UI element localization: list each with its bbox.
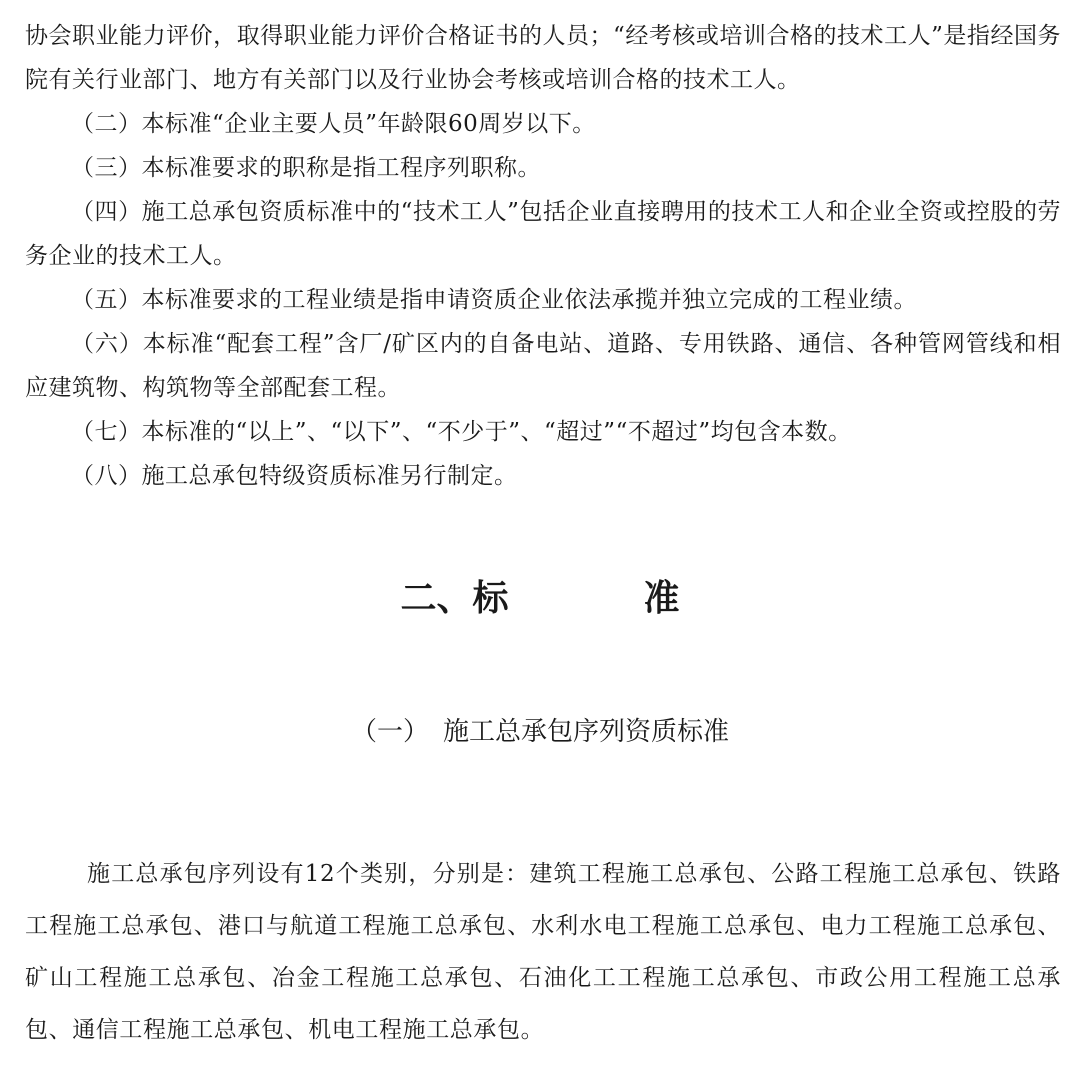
note-item: （七）本标准的“以上”、“以下”、“不少于”、“超过”“不超过”均包含本数。: [71, 419, 852, 445]
subsection-number: （一）: [350, 717, 429, 747]
section-title-part2: 准: [643, 578, 680, 619]
note-item: （五）本标准要求的工程业绩是指申请资质企业依法承揽并独立完成的工程业绩。: [71, 287, 917, 313]
note-item: （六）本标准“配套工程”含厂/矿区内的自备电站、道路、专用铁路、通信、各种管网管线和相应建筑物、构筑物等全部配套工程。: [25, 331, 1061, 401]
continuation-paragraph: 协会职业能力评价，取得职业能力评价合格证书的人员；“经考核或培训合格的技术工人”是指经国务院有关行业部门、地方有关部门以及行业协会考核或培训合格的技术工人。: [25, 23, 1061, 93]
body-paragraph: 施工总承包序列设有12个类别，分别是：建筑工程施工总承包、公路工程施工总承包、铁路工程施工总承包、港口与航道工程施工总承包、水利水电工程施工总承包、电力工程施工总承包、矿山工程施工总承包、冶金工程施工总承包、石油化工工程施工总承包、市政公用工程施工总承包、通信工程施工总承包、机电工程施工总承包。: [25, 861, 1061, 1043]
section-title-part1: 二、标: [400, 578, 509, 619]
note-item: （三）本标准要求的职称是指工程序列职称。: [71, 155, 541, 181]
subsection-title: [0, 712, 1080, 752]
section-title: [0, 574, 1080, 624]
note-item: （八）施工总承包特级资质标准另行制定。: [71, 463, 518, 489]
note-item: （二）本标准“企业主要人员”年龄限60周岁以下。: [71, 111, 596, 137]
note-item: （四）施工总承包资质标准中的“技术工人”包括企业直接聘用的技术工人和企业全资或控股的劳务企业的技术工人。: [25, 199, 1061, 269]
subsection-text: 施工总承包序列资质标准: [443, 717, 730, 747]
